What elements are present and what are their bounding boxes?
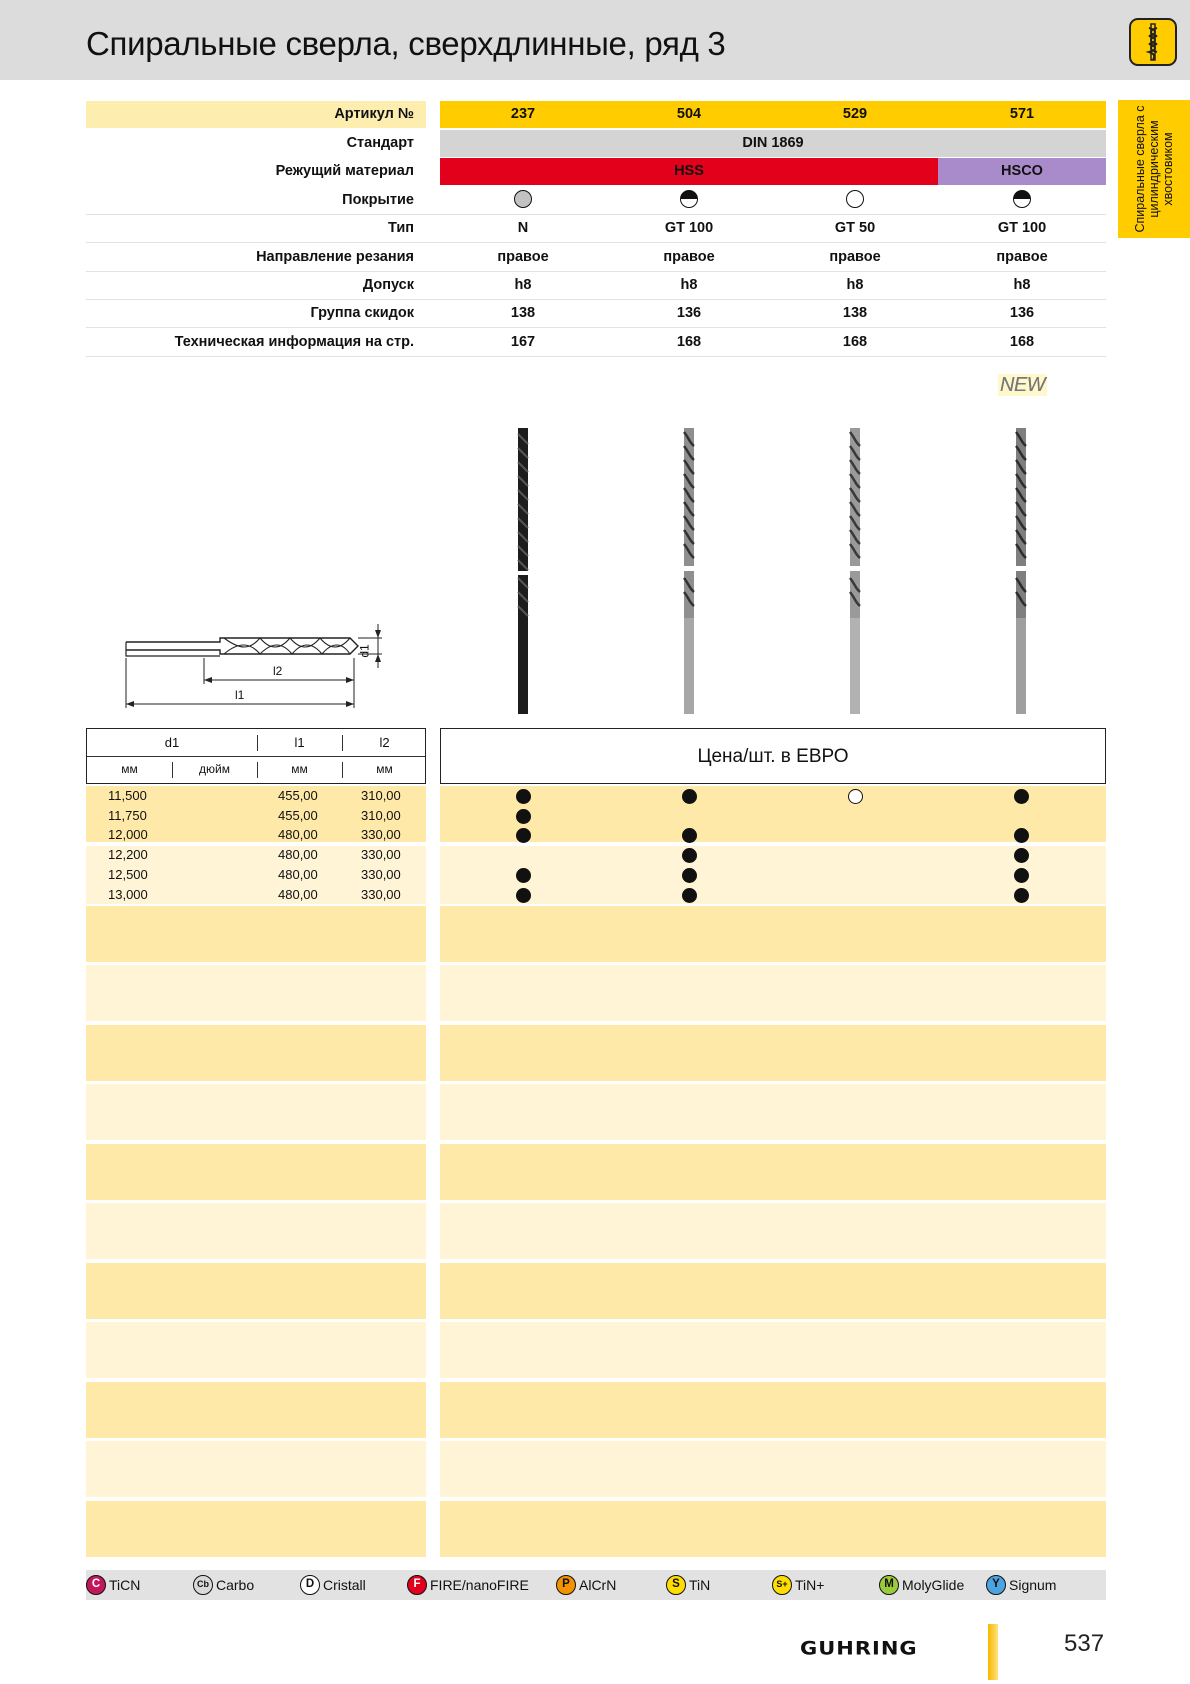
- price-header-title: Цена/шт. в ЕВРО: [697, 746, 849, 767]
- page-number: 537: [1064, 1630, 1105, 1657]
- table-band: [440, 1501, 1106, 1557]
- table-band: [86, 1144, 426, 1200]
- table-band: [86, 1084, 426, 1140]
- spec-row-type: [86, 215, 1106, 243]
- legend-label: FIRE/nanoFIRE: [430, 1577, 529, 1593]
- cell-d1: 11,750: [108, 807, 147, 823]
- cell-d1: 11,500: [108, 788, 147, 803]
- availability-dot-icon: [1014, 868, 1029, 883]
- table-band: [440, 1382, 1106, 1438]
- drill-529-image: [843, 428, 867, 714]
- spec-row-tolerance: [86, 272, 1106, 300]
- spec-label-tech-info: Техническая информация на стр.: [174, 334, 414, 350]
- table-band: [86, 1025, 426, 1081]
- legend-item: [193, 1575, 254, 1595]
- side-tab: [1118, 100, 1190, 238]
- table-band: [86, 1382, 426, 1438]
- cell-l2: 330,00: [361, 847, 401, 863]
- table-band: [440, 1263, 1106, 1319]
- discount-value: 138: [842, 305, 868, 321]
- tolerance-value: h8: [1013, 277, 1031, 293]
- spec-label-tolerance: Допуск: [362, 277, 414, 293]
- cell-l1: 480,00: [278, 827, 318, 843]
- table-band: [86, 1203, 426, 1259]
- legend-item: [86, 1575, 140, 1595]
- drill-dimension-diagram: [120, 624, 400, 716]
- table-band: [86, 1501, 426, 1557]
- table-row: [86, 786, 426, 806]
- direction-value: правое: [996, 249, 1048, 265]
- spec-row-direction: [86, 244, 1106, 272]
- spec-label-material: Режущий материал: [275, 163, 414, 179]
- spec-label-coating: Покрытие: [342, 192, 414, 208]
- legend-label: Signum: [1009, 1577, 1057, 1593]
- diagram-label-d1: d1: [357, 644, 372, 658]
- cell-l2: 310,00: [361, 807, 401, 823]
- drill-237-image: [511, 428, 535, 714]
- cell-l2: 330,00: [361, 827, 401, 843]
- direction-value: правое: [663, 249, 715, 265]
- legend-item: [666, 1575, 710, 1595]
- cell-l2: 330,00: [361, 886, 401, 902]
- availability-dot-icon: [516, 888, 531, 903]
- availability-dot-icon: [682, 888, 697, 903]
- availability-dot-icon: [1014, 848, 1029, 863]
- coating-badge-icon: P: [556, 1575, 576, 1595]
- discount-value: 136: [676, 305, 702, 321]
- type-value: GT 100: [664, 220, 714, 236]
- cell-l1: 455,00: [278, 788, 318, 803]
- drill-logo-icon: [1129, 18, 1177, 66]
- spec-row-material: [86, 158, 1106, 186]
- coating-badge-icon: Y: [986, 1575, 1006, 1595]
- table-band: [440, 1144, 1106, 1200]
- discount-value: 138: [510, 305, 536, 321]
- material-hss: HSS: [674, 163, 704, 179]
- table-row: [86, 845, 426, 865]
- empty-circle-icon: [846, 190, 864, 208]
- coating-badge-icon: S+: [772, 1575, 792, 1595]
- unit-mm: мм: [121, 762, 138, 776]
- legend-item: [772, 1575, 824, 1595]
- table-band: [440, 1025, 1106, 1081]
- page-header: [0, 0, 1190, 80]
- table-band: [86, 1441, 426, 1497]
- availability-dot-icon: [682, 828, 697, 843]
- availability-dot-icon: [682, 848, 697, 863]
- availability-dot-icon: [516, 868, 531, 883]
- legend-label: TiN+: [795, 1577, 825, 1593]
- direction-value: правое: [829, 249, 881, 265]
- table-band: [86, 965, 426, 1021]
- coating-badge-icon: Cb: [193, 1575, 213, 1595]
- coating-badge-icon: M: [879, 1575, 899, 1595]
- availability-open-dot-icon: [848, 789, 863, 804]
- availability-dot-icon: [516, 809, 531, 824]
- availability-dot-icon: [1014, 828, 1029, 843]
- diagram-label-l1: l1: [235, 688, 245, 702]
- grey-circle-icon: [514, 190, 532, 208]
- cell-l1: 455,00: [278, 807, 318, 823]
- tolerance-value: h8: [514, 277, 532, 293]
- tolerance-value: h8: [680, 277, 698, 293]
- price-header: [440, 728, 1106, 784]
- spec-row-coating: [86, 187, 1106, 215]
- spec-label-standard: Стандарт: [346, 135, 414, 151]
- new-badge: NEW: [1000, 374, 1046, 396]
- legend-item: [986, 1575, 1056, 1595]
- cell-d1: 12,000: [108, 827, 148, 843]
- spec-row-standard: [86, 130, 1106, 158]
- table-band: [86, 906, 426, 962]
- side-tab-label: Спиральные сверла с цилиндрическим хвостовиком: [1133, 105, 1175, 233]
- legend-label: MolyGlide: [902, 1577, 965, 1593]
- article-504: 504: [676, 106, 702, 122]
- cell-l2: 330,00: [361, 866, 401, 882]
- table-band: [440, 1084, 1106, 1140]
- legend-label: Cristall: [323, 1577, 366, 1593]
- availability-dot-icon: [682, 789, 697, 804]
- spec-label-article: Артикул №: [334, 106, 414, 122]
- availability-dot-icon: [682, 868, 697, 883]
- legend-item: [300, 1575, 366, 1595]
- type-value: GT 100: [997, 220, 1047, 236]
- table-band: [86, 1263, 426, 1319]
- coating-badge-icon: C: [86, 1575, 106, 1595]
- col-header-l1: l1: [294, 735, 305, 750]
- drill-571-image: [1009, 428, 1033, 714]
- unit-mm: мм: [291, 762, 308, 776]
- tech-page-link[interactable]: 167: [510, 334, 536, 350]
- unit-inch: дюйм: [199, 762, 230, 776]
- spec-label-type: Тип: [388, 220, 414, 236]
- article-237: 237: [510, 106, 536, 122]
- cell-d1: 13,000: [108, 886, 148, 902]
- table-row: [86, 885, 426, 905]
- legend-item: [879, 1575, 964, 1595]
- tech-page-link[interactable]: 168: [1009, 334, 1035, 350]
- half-filled-circle-icon: [680, 190, 698, 208]
- dimensions-header: [86, 728, 426, 784]
- table-band: [440, 1322, 1106, 1378]
- coating-badge-icon: S: [666, 1575, 686, 1595]
- article-529: 529: [842, 106, 868, 122]
- table-band: [86, 1322, 426, 1378]
- legend-item: [407, 1575, 529, 1595]
- tech-page-link[interactable]: 168: [676, 334, 702, 350]
- unit-mm: мм: [376, 762, 393, 776]
- direction-value: правое: [497, 249, 549, 265]
- standard-value: DIN 1869: [742, 135, 804, 151]
- footer-accent-bar: [988, 1624, 998, 1680]
- spec-row-tech-info: [86, 329, 1106, 357]
- table-row: [86, 865, 426, 885]
- col-header-l2: l2: [379, 735, 390, 750]
- availability-dot-icon: [516, 789, 531, 804]
- discount-value: 136: [1009, 305, 1035, 321]
- table-band: [440, 846, 1106, 904]
- table-row: [86, 825, 426, 845]
- type-value: N: [517, 220, 529, 236]
- legend-label: AlCrN: [579, 1577, 617, 1593]
- brand-logo: GUHRING: [800, 1637, 918, 1659]
- table-band: [440, 965, 1106, 1021]
- legend-item: [556, 1575, 616, 1595]
- table-row: [86, 806, 426, 826]
- table-band: [440, 1441, 1106, 1497]
- diagram-label-l2: l2: [273, 664, 283, 678]
- table-band: [440, 1203, 1106, 1259]
- tolerance-value: h8: [846, 277, 864, 293]
- article-571: 571: [1009, 106, 1035, 122]
- material-hsco: HSCO: [1001, 163, 1043, 179]
- legend-label: TiCN: [109, 1577, 141, 1593]
- table-band: [440, 906, 1106, 962]
- type-value: GT 50: [834, 220, 876, 236]
- availability-dot-icon: [1014, 888, 1029, 903]
- tech-page-link[interactable]: 168: [842, 334, 868, 350]
- spec-label-direction: Направление резания: [256, 249, 414, 265]
- cell-d1: 12,500: [108, 866, 148, 882]
- cell-l1: 480,00: [278, 886, 318, 902]
- cell-d1: 12,200: [108, 847, 148, 863]
- spec-row-discount: [86, 300, 1106, 328]
- coating-badge-icon: F: [407, 1575, 427, 1595]
- page-title: Спиральные сверла, сверхдлинные, ряд 3: [86, 25, 726, 62]
- drill-504-image: [677, 428, 701, 714]
- legend-label: Carbo: [216, 1577, 255, 1593]
- coating-legend: [86, 1570, 1106, 1600]
- spec-row-article: [86, 101, 1106, 129]
- availability-dot-icon: [516, 828, 531, 843]
- cell-l2: 310,00: [361, 788, 401, 803]
- cell-l1: 480,00: [278, 847, 318, 863]
- spec-label-discount: Группа скидок: [310, 305, 414, 321]
- coating-badge-icon: D: [300, 1575, 320, 1595]
- legend-label: TiN: [689, 1577, 711, 1593]
- availability-dot-icon: [1014, 789, 1029, 804]
- cell-l1: 480,00: [278, 866, 318, 882]
- half-filled-circle-icon: [1013, 190, 1031, 208]
- col-header-d1: d1: [164, 735, 180, 750]
- table-band: [440, 786, 1106, 842]
